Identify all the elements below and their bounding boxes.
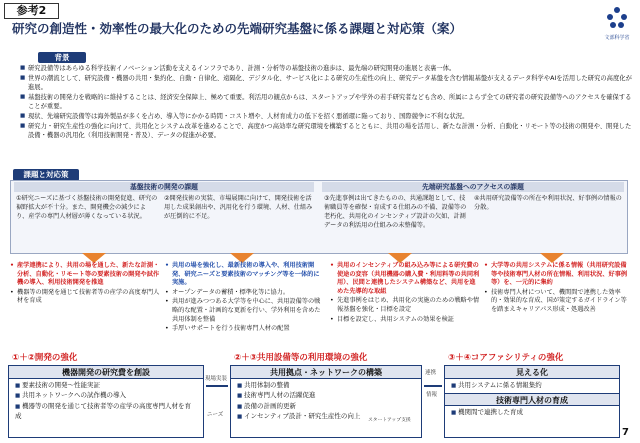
flow-label-startup: スタートアップ支援 (368, 418, 411, 423)
flow-arrow-icon (424, 385, 442, 387)
issues-subheading-access: 先端研究基盤へのアクセスの課題 (322, 182, 624, 192)
solutions-area (10, 262, 628, 350)
block1-list (9, 379, 203, 423)
issue-item-1: ①研究ニーズに基づく基盤技術の開発促進、研究の裾野拡大が不十分。また、開発機会の減少により、産学の専門人材層が薄くなっている状況。 (16, 195, 158, 220)
block2-box (230, 365, 422, 438)
background-heading: 背景 (38, 52, 86, 63)
solution-item: • オープンデータの蓄積・標準化等に協力。 (165, 289, 325, 298)
flow-label-implementation: 現場実装 (205, 376, 228, 382)
block3-box (444, 365, 620, 438)
flow-label-needs: ニーズ (207, 412, 224, 418)
issues-heading: 課題と対応策 (13, 169, 79, 181)
mext-logo (600, 4, 634, 48)
background-item: ■ 研究設備等はあらゆる科学技術イノベーション活動を支えるインフラであり、計測・分析等の基盤技術の進歩は、最先端の研究開発の進展と表裏一体。 (20, 64, 632, 73)
issue-item-3: ③先進事例は出てきたものの、共通課題として、技術職員等を確保・育成する仕組みの不備、設備等の老朽化、共用化のインセンティブ設計の欠如、計測データの利活用の仕組みの未整備等。 (324, 195, 467, 229)
block1-item: ■ 要素技術の開発～性能実証 (15, 381, 197, 391)
solution-item: • 共用が進みつつある大学等を中心に、共用設備等の戦略的な配置・計画的な更新を行い、学外利用を含めた共用体制を整備 (165, 298, 325, 324)
block1-item: ■ 機器等の開発を通じて技術者等の産学の高度専門人材を育成 (15, 402, 197, 422)
solution-item: • 先進事例をはじめ、共用化の実施のための戦略や情報基盤を強化・目標を設定 (330, 297, 480, 314)
solution-column-2 (165, 262, 325, 335)
block1-box-title: 機器開発の研究費を創設 (9, 366, 203, 379)
block1-item: ■ 共用ネットワークへの試作機の導入 (15, 391, 197, 401)
block3-box-title-2: 技術専門人材の育成 (445, 393, 619, 406)
background-item: ■ 世界の潮流として、研究設備・機器の共用・集約化、自動・自律化、遠隔化、デジタル化、サービス化による研究の生産性の向上、研究データ基盤を含む情報基盤が支えるデータ科学やAIを活用した研究の高度化が進展。 (20, 74, 632, 92)
solution-item: • 手厚いサポートを行う技術専門人材の配置 (165, 325, 325, 334)
solution-item: • 機器等の開発を通じて技術者等の産学の高度専門人材を育成 (10, 289, 160, 306)
block3-box-title: 見える化 (445, 366, 619, 379)
reference-tag: 参考2 (4, 3, 59, 19)
solution-item: • 大学等の共用システムに係る情報（共用研究設備等や技術専門人材の所在情報、利用状況、好事例等）を、一元的に集約 (484, 262, 628, 288)
block3-title: ③＋④コアファシリティの強化 (448, 353, 564, 363)
block2-item: ■ 技術専門人材の活躍促進 (237, 391, 415, 401)
block2-title: ②＋③共用設備等の利用環境の強化 (234, 353, 368, 363)
background-list (20, 64, 632, 141)
block3-list-2 (445, 406, 619, 420)
solution-item: • 共用のインセンティブの組み込み等による研究費の使途の変容（共用機器の購入費・利用料等の共同利用）、民間と連携したシステム構築など、共用を進めた先導的な取組 (330, 262, 480, 296)
block3-item: ■ 機関間で連携した育成 (451, 408, 613, 418)
block3-item: ■ 共用システムに係る情報集約 (451, 381, 613, 391)
block2-item: ■ インセンティブ設計・研究生産性の向上 (237, 412, 415, 422)
solution-column-1 (10, 262, 160, 307)
block1-box (8, 365, 204, 438)
background-item: ■ 現状、先端研究設備等は海外製品が多くを占め、導入等にかかる時間・コスト増や、人材育成力の低下を招く悪循環に陥っており、国際競争に不利な状況。 (20, 112, 632, 121)
solution-item: • 技術専門人材について、機関間で連携した効率的・効果的な育成、国が策定するガイドライン等を踏まえキャリアパス形成・処遇改善 (484, 289, 628, 315)
block2-item: ■ 共用体制の整備 (237, 381, 415, 391)
page-title: 研究の創造性・効率性の最大化のための先端研究基盤に係る課題と対応策（案） (12, 21, 463, 36)
logo-label: 文部科学省 (604, 35, 630, 41)
block2-item: ■ 設備の計画的更新 (237, 402, 415, 412)
solution-column-4 (484, 262, 628, 316)
background-item: ■ 基盤技術の開発力を戦略的に維持することは、経済安全保障上、極めて重要。利活用の観点からは、スタートアップや学外の若手研究者なども含め、所属によらず全ての研究者の研究設備等へのアクセスを確保することが重要。 (20, 93, 632, 111)
issues-subheading-development: 基盤技術の開発の課題 (14, 182, 314, 192)
page-number: 7 (622, 427, 629, 438)
solution-item: • 産学連携により、共用の場を通した、新たな計測・分析、自動化・リモート等の要素技術の開発や試作機の導入、利用技術開発を推進 (10, 262, 160, 288)
issue-item-4: ④共用研究設備等の所在や利用状況、好事例の情報の分散。 (474, 195, 622, 211)
solution-column-3 (330, 262, 480, 325)
solution-item: • 共用の場を強化し、最新技術の導入や、利用技術開発、研究ニーズと要素技術のマッチング等を一体的に実施。 (165, 262, 325, 288)
flow-label-information: 情報 (426, 392, 438, 398)
block2-box-title: 共用拠点・ネットワークの構築 (231, 366, 421, 379)
flow-arrow-icon (206, 385, 228, 387)
solution-item: • 目標を設定し、共用システムの効果を検証 (330, 316, 480, 325)
bottom-strategy-area (8, 352, 632, 440)
flow-label-collaboration: 連携 (425, 370, 437, 376)
block3-list (445, 379, 619, 393)
issue-item-2: ②開発技術の実装、市場展開に向けて、開発技術を活用した成果創出や、汎用化を行う環境、人材、仕組みが圧倒的に不足。 (164, 195, 313, 220)
mext-emblem-icon (600, 4, 634, 34)
block1-title: ①＋②開発の強化 (12, 353, 78, 363)
background-item: ■ 研究力・研究生産性の強化に向けて、共用化とシステム改革を進めることで、高度かつ高効率な研究環境を構築するとともに、共用の場を活用し、新たな計測・分析、自動化・リモート等の技術の開発や、開発した設備・機器の汎用化（利用技術開発・普及）、データの促進が必要。 (20, 122, 632, 140)
